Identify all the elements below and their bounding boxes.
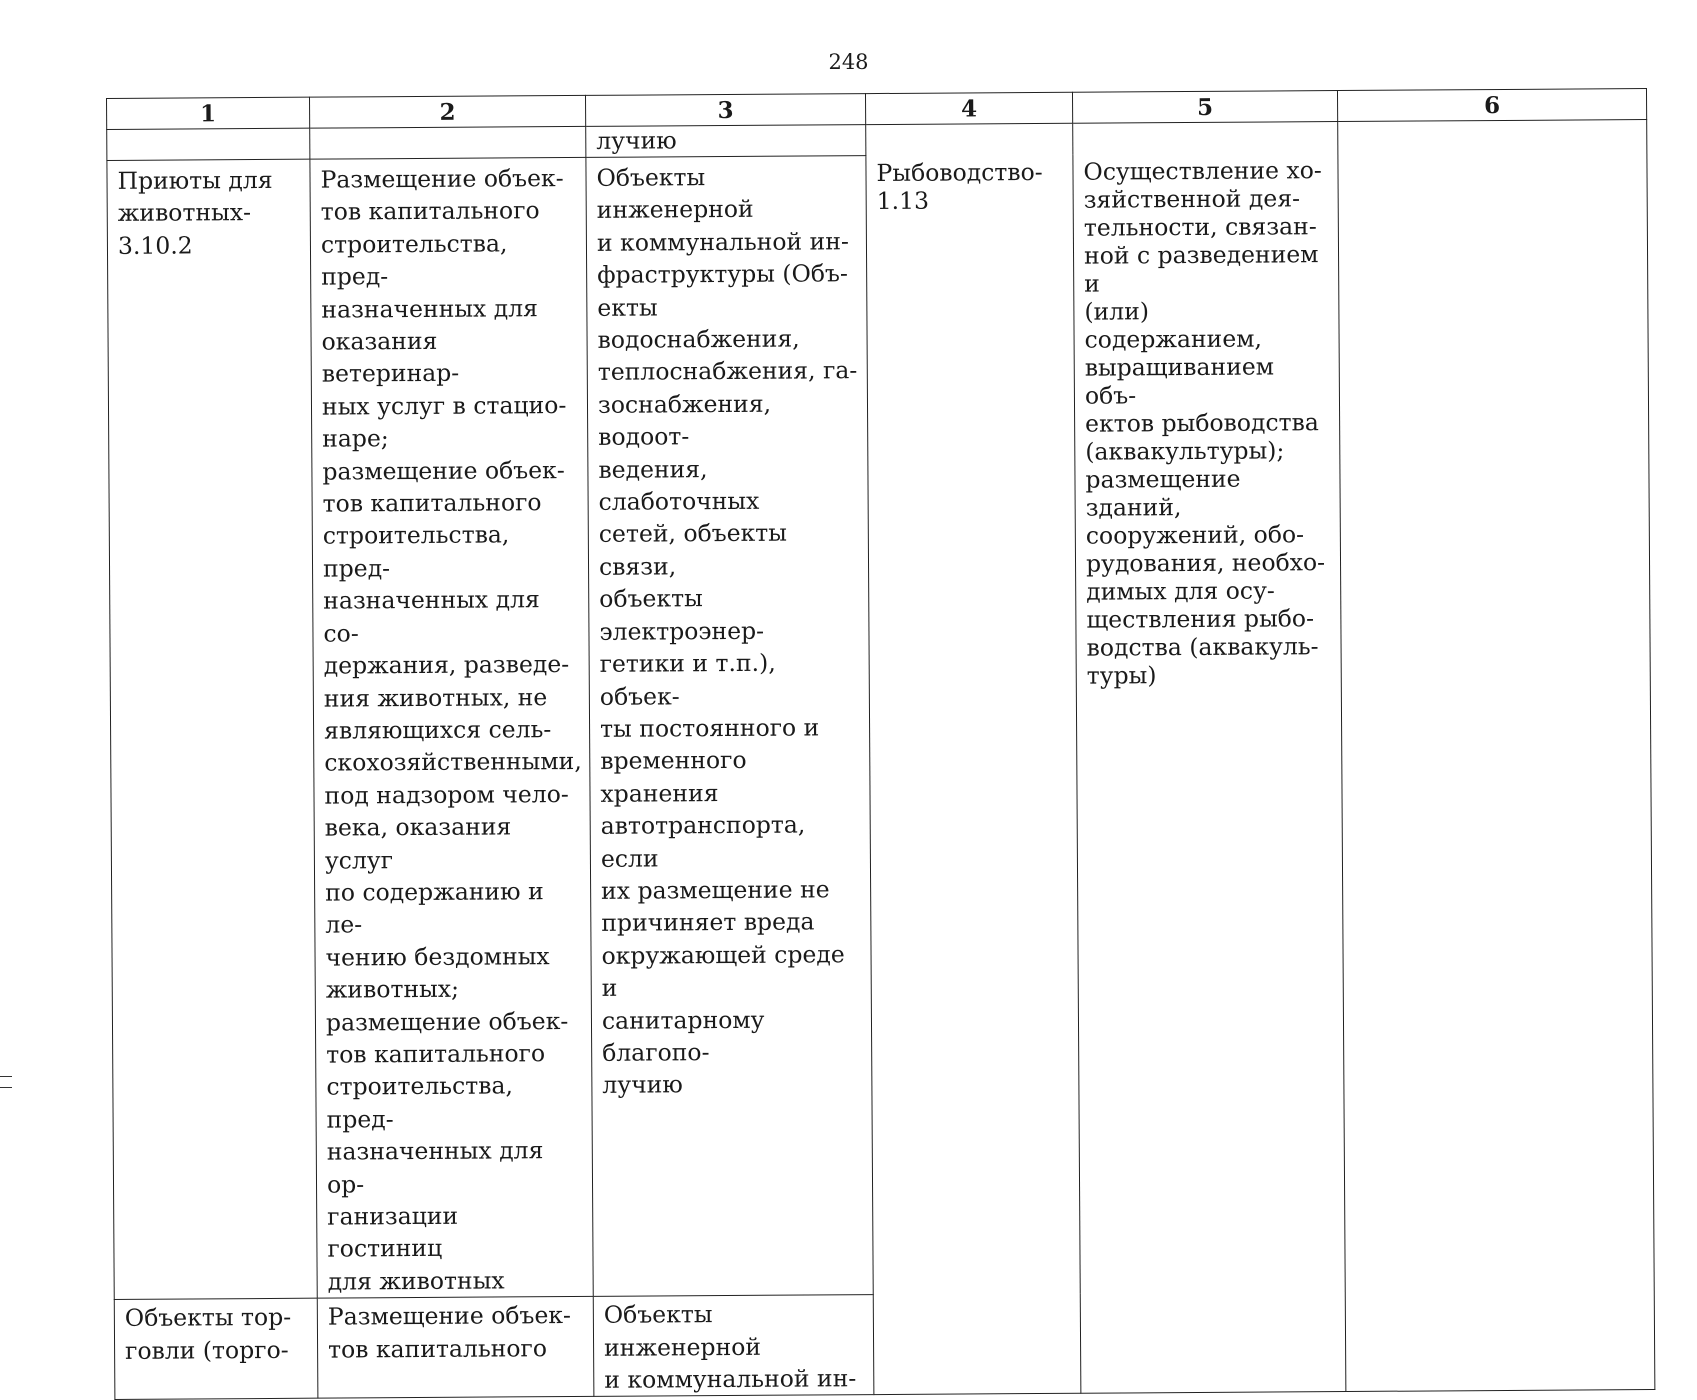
cell-permitted-use <box>866 123 1081 1395</box>
auxiliary-objects-text: Объекты инженерной и коммунальной ин- фраструктуры (Объ- екты водоснабжения, теплоснабжения, га- зоснабжения, водоот- ведения, слаботочных сетей, объекты связи, объекты электроэнер- гетики и т.п.), объек- ты постоянного и временного хранения автотранспорта, если их размещение не причиняет вреда окружающей среде и санитарному благопо- лучию <box>596 163 858 1100</box>
next-description-text: Размещение объек- тов капитального <box>327 1301 572 1364</box>
next-land-use-type-text: Объекты тор- говли (торго- <box>124 1303 292 1365</box>
col6-text <box>1348 120 1638 122</box>
continuation-cell-col3 <box>586 125 866 158</box>
cell-use-description-main <box>310 157 593 1298</box>
main-description-text: Размещение объек- тов капитального строительства, пред- назначенных для оказания ветеринар- ных услуг в стацио- наре; размещение объек- тов капитального строительства, пред- назначенных для со- держания, разведе- ния животных, не являющихся сель- скохозяйственными, под надзором чело- века, оказания услуг по содержанию и ле- чению бездомных животных; размещение объек- тов капитального строительства, пред- назначенных для ор- ганизации гостиниц для животных <box>320 164 582 1296</box>
cell-col6-empty <box>1338 120 1655 1392</box>
margin-mark <box>0 1076 12 1088</box>
header-col-2: 2 <box>309 95 585 128</box>
cell-use-description-next <box>317 1297 594 1399</box>
land-use-table-wrapper <box>106 88 1652 1394</box>
header-col-4: 4 <box>865 92 1072 124</box>
cell-auxiliary-objects <box>586 156 873 1297</box>
continuation-cell-col2 <box>310 126 586 159</box>
header-col-5: 5 <box>1072 91 1337 124</box>
cell-land-use-type-next <box>114 1298 318 1400</box>
continuation-cell-col1 <box>107 128 310 160</box>
land-use-type-text: Приюты для животных- 3.10.2 <box>117 165 273 260</box>
cell-use-description <box>1073 122 1346 1394</box>
cell-auxiliary-objects-next <box>593 1295 874 1397</box>
cell-land-use-type <box>107 159 317 1300</box>
land-use-table <box>106 88 1655 1400</box>
permitted-use-text: Рыбоводство- 1.13 <box>876 157 1043 216</box>
header-col-3: 3 <box>585 94 865 127</box>
use-description-text: Осуществление хо- зяйственной дея- тельности, связан- ной с разведением и (или) содержанием, выращиванием объ- ектов рыбоводства (аквакультуры); размещение зданий, сооружений, обо- рудования, необхо- димых для осу- ществления рыбо- водства (аквакуль- туры) <box>1083 156 1326 690</box>
header-col-1: 1 <box>107 97 310 129</box>
header-col-6: 6 <box>1337 89 1646 122</box>
continuation-text: лучию <box>596 126 677 155</box>
page-number: 248 <box>828 50 869 74</box>
next-auxiliary-objects-text: Объекты инженерной и коммунальной ин- <box>603 1300 857 1394</box>
